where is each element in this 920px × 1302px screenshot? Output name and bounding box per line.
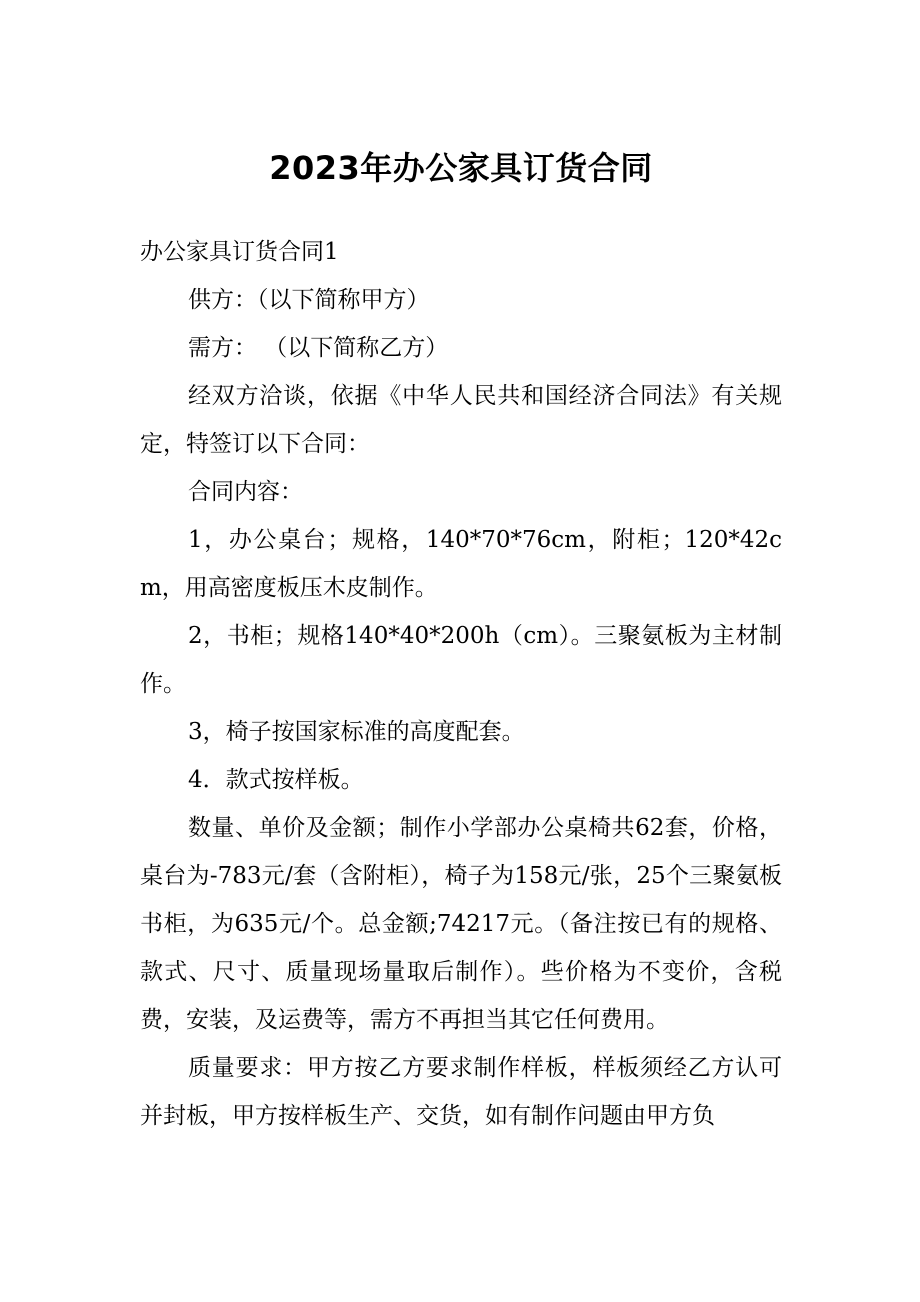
preamble-paragraph: 经双方洽谈，依据《中华人民共和国经济合同法》有关规定，特签订以下合同： bbox=[140, 383, 782, 457]
contract-subtitle: 办公家具订货合同1 bbox=[140, 239, 339, 265]
item-style-paragraph: 4．款式按样板。 bbox=[188, 767, 364, 793]
contract-content-heading: 合同内容： bbox=[188, 479, 303, 505]
quality-requirements-paragraph: 质量要求：甲方按乙方要求制作样板，样板须经乙方认可并封板，甲方按样板生产、交货，如有制作问题由甲方负 bbox=[140, 1055, 782, 1129]
item-chair-paragraph: 3，椅子按国家标准的高度配套。 bbox=[188, 719, 525, 745]
supplier-line: 供方：（以下简称甲方） bbox=[188, 287, 430, 313]
item-desk-paragraph: 1，办公桌台；规格，140*70*76cm，附柜；120*42cm，用高密度板压木皮制作。 bbox=[140, 527, 782, 601]
item-bookcase-paragraph: 2，书柜；规格140*40*200h（cm）。三聚氨板为主材制作。 bbox=[140, 623, 782, 697]
document-title: 2023年办公家具订货合同 bbox=[269, 149, 653, 187]
quantity-price-paragraph: 数量、单价及金额；制作小学部办公桌椅共62套，价格，桌台为-783元/套（含附柜），椅子为158元/张，25个三聚氨板书柜，为635元/个。总金额;74217元。（备注按已有的规格、款式、尺寸、质量现场量取后制作）。些价格为不变价，含税费，安装，及运费等，需方不再担当其它任何费用。 bbox=[140, 815, 782, 1033]
buyer-line: 需方： （以下简称乙方） bbox=[188, 335, 449, 361]
